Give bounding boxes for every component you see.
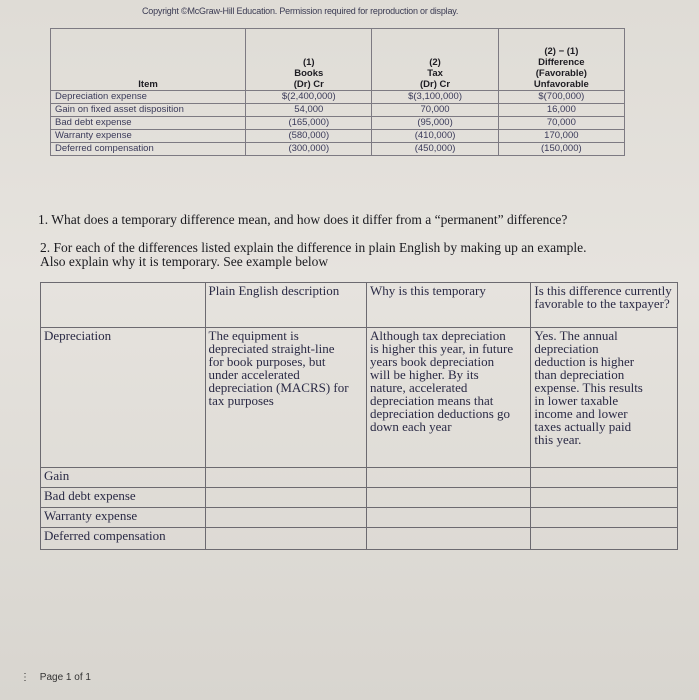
row-item: Bad debt expense (51, 117, 246, 130)
header-books-label: Books (294, 68, 324, 79)
answer-why-temporary[interactable] (366, 468, 530, 488)
header-tax-drcr: (Dr) Cr (420, 79, 451, 90)
answer-table (40, 282, 678, 550)
answer-favorable[interactable] (531, 468, 678, 488)
answer-why-temporary[interactable] (366, 488, 530, 508)
header-diff-label: Difference (538, 57, 585, 68)
row-diff: $(700,000) (498, 91, 624, 104)
answer-row-item: Depreciation (41, 328, 206, 468)
row-tax: $(3,100,000) (372, 91, 498, 104)
row-books: (300,000) (246, 143, 372, 156)
table-row (41, 468, 678, 488)
table-row (41, 488, 678, 508)
answer-why-temporary[interactable]: Although tax depreciation is higher this year, in future years book depreciation will be higher. By its nature, accelerated depreciation means that depreciation deductions go down each year (366, 328, 530, 468)
row-diff: (150,000) (498, 143, 624, 156)
answer-favorable[interactable] (531, 508, 678, 528)
header-favorable: Is this difference currently favorable to the taxpayer? (531, 283, 678, 328)
row-item: Gain on fixed asset disposition (51, 104, 246, 117)
table-row (51, 91, 625, 104)
answer-plain-english[interactable] (205, 468, 366, 488)
answer-plain-english[interactable] (205, 528, 366, 550)
answer-plain-english[interactable] (205, 508, 366, 528)
header-diff-num: (2) − (1) (544, 46, 579, 57)
row-tax: 70,000 (372, 104, 498, 117)
row-tax: (410,000) (372, 130, 498, 143)
header-diff-fav: (Favorable) (535, 68, 587, 79)
differences-table (50, 28, 625, 156)
table-row (51, 104, 625, 117)
header-tax-num: (2) (429, 57, 441, 68)
answer-row-item: Gain (41, 468, 206, 488)
header-books-num: (1) (302, 57, 315, 68)
table-row (51, 143, 625, 156)
row-books: (165,000) (246, 117, 372, 130)
drag-handle-icon: ⋮ (20, 672, 30, 683)
row-tax: (95,000) (372, 117, 498, 130)
row-books: $(2,400,000) (246, 91, 372, 104)
question-2-line-1: 2. For each of the differences listed explain the difference in plain English by making up an example. (40, 240, 587, 255)
copyright-notice: Copyright ©McGraw-Hill Education. Permission required for reproduction or display. (142, 6, 459, 16)
row-books: (580,000) (246, 130, 372, 143)
answer-row-item: Warranty expense (41, 508, 206, 528)
table-row (41, 528, 678, 550)
header-difference (498, 29, 624, 91)
question-2-line-2: Also explain why it is temporary. See example below (40, 254, 329, 269)
row-books: 54,000 (246, 104, 372, 117)
row-diff: 70,000 (498, 117, 624, 130)
header-books (246, 29, 372, 91)
question-1: 1. What does a temporary difference mean, and how does it differ from a “permanent” difference? (38, 212, 568, 227)
answer-why-temporary[interactable] (366, 528, 530, 550)
answer-row-item: Deferred compensation (41, 528, 206, 550)
header-why-temporary: Why is this temporary (366, 283, 530, 328)
answer-table-header (41, 283, 678, 328)
header-item: Item (51, 29, 246, 91)
page-indicator (20, 672, 91, 683)
page-number: Page 1 of 1 (39, 672, 91, 683)
answer-favorable[interactable] (531, 488, 678, 508)
row-item: Warranty expense (51, 130, 246, 143)
differences-table-header (51, 29, 625, 91)
header-books-drcr: (Dr) Cr (293, 79, 324, 90)
header-tax-label: Tax (427, 68, 443, 79)
table-row (41, 328, 678, 468)
header-empty (41, 283, 206, 328)
table-row (51, 117, 625, 130)
answer-favorable[interactable] (531, 528, 678, 550)
table-row (41, 508, 678, 528)
row-item: Depreciation expense (51, 91, 246, 104)
answer-row-item: Bad debt expense (41, 488, 206, 508)
row-diff: 16,000 (498, 104, 624, 117)
answer-plain-english[interactable] (205, 488, 366, 508)
header-diff-unfav: Unfavorable (533, 79, 589, 90)
answer-plain-english[interactable]: The equipment is depreciated straight-line for book purposes, but under accelerated depreciation (MACRS) for tax purposes (205, 328, 366, 468)
header-plain-english: Plain English description (205, 283, 366, 328)
header-tax (372, 29, 498, 91)
table-row (51, 130, 625, 143)
answer-favorable[interactable]: Yes. The annual depreciation deduction is higher than depreciation expense. This results in lower taxable income and lower taxes actually paid this year. (531, 328, 678, 468)
row-tax: (450,000) (372, 143, 498, 156)
row-item: Deferred compensation (51, 143, 246, 156)
row-diff: 170,000 (498, 130, 624, 143)
answer-why-temporary[interactable] (366, 508, 530, 528)
